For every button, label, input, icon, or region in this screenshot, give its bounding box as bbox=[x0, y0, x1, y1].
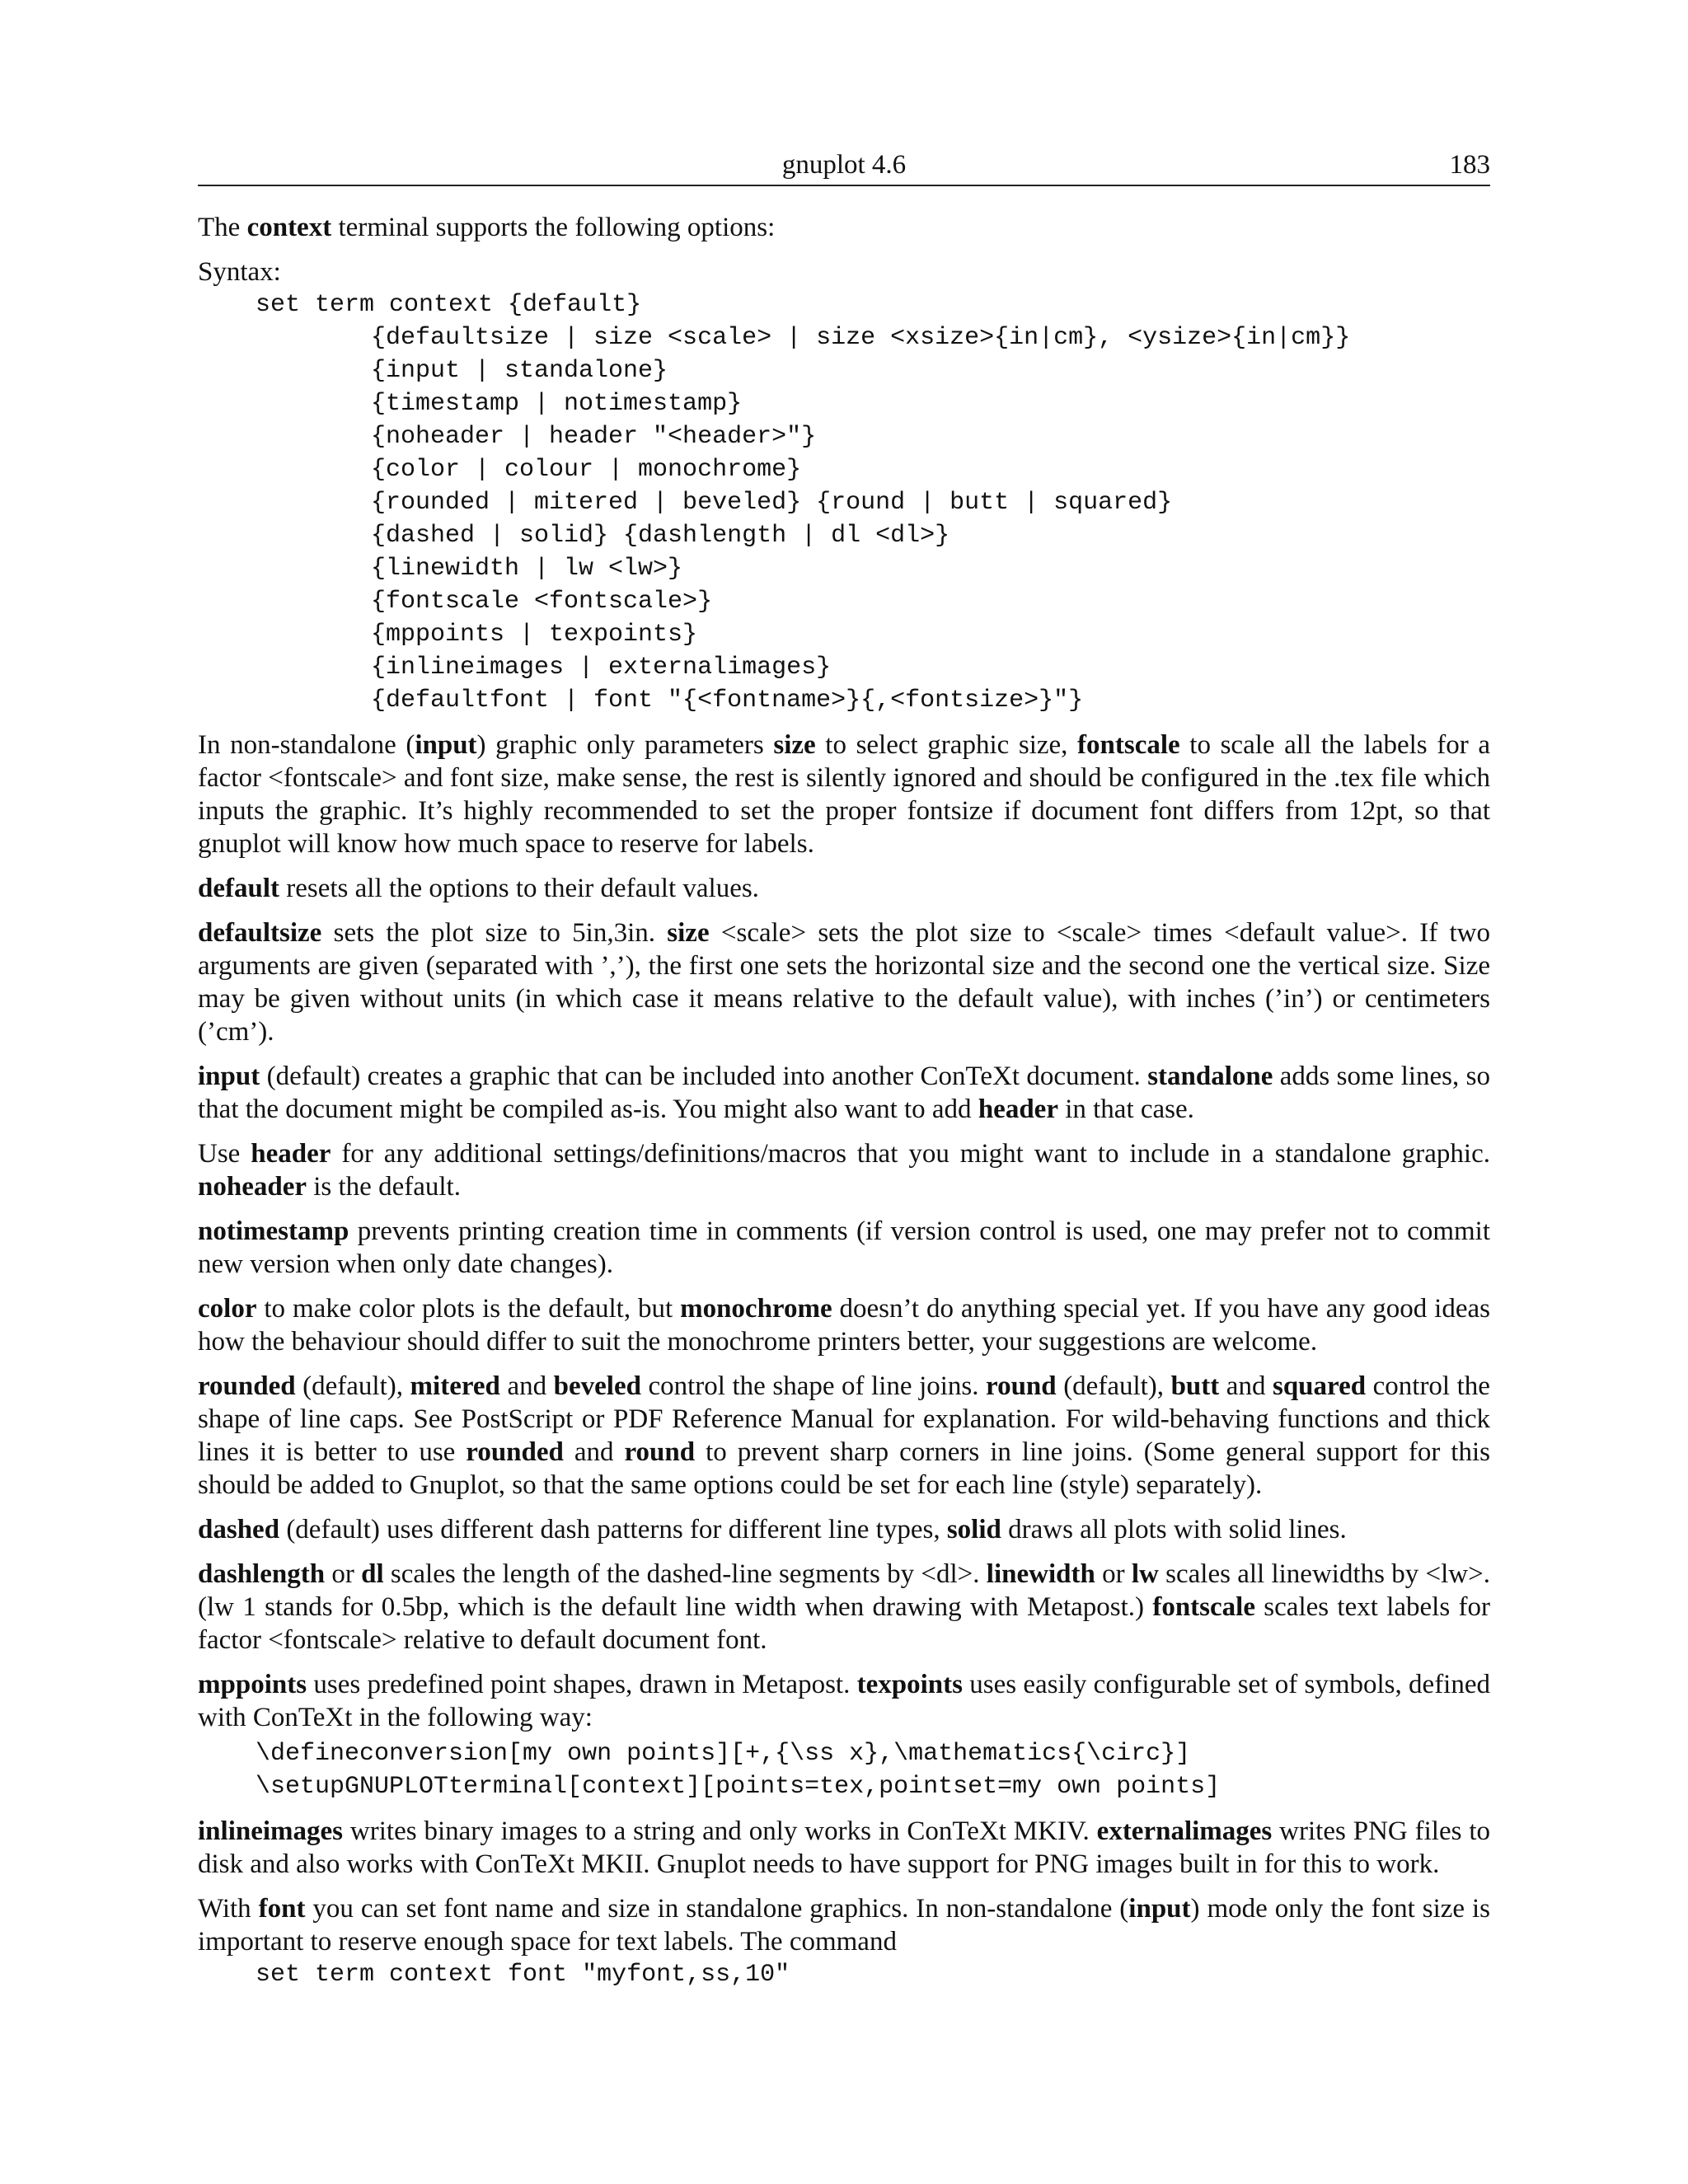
syntax-line: set term context {default} bbox=[256, 291, 642, 319]
syntax-line: {noheader | header "<header>"} bbox=[371, 423, 817, 451]
syntax-line: {color | colour | monochrome} bbox=[371, 456, 802, 484]
page-header bbox=[198, 148, 1490, 186]
body-paragraph: rounded (default), mitered and beveled control the shape of line joins. round (default), butt and squared control the shape of line caps. See PostScript or PDF Reference Manual for explanation. For wild-behaving functions and thick lines it is better to use rounded and round to prevent sharp corners in line joins. (Some general support for this should be added to Gnuplot, so that the same options could be set for each line (style) separately). bbox=[198, 1371, 1490, 1500]
body-paragraph: notimestamp prevents printing creation time in comments (if version control is used, one may prefer not to commit new version when only date changes). bbox=[198, 1216, 1490, 1279]
body-paragraph: input (default) creates a graphic that can be included into another ConTeXt document. standalone adds some lines, so that the document might be compiled as-is. You might also want to add header in that case. bbox=[198, 1062, 1490, 1124]
document-page bbox=[198, 148, 1490, 1991]
page-number: 183 bbox=[1449, 150, 1490, 180]
body-paragraph: With font you can set font name and size in standalone graphics. In non-standalone (input) mode only the font size is important to reserve enough space for text labels. The command bbox=[198, 1894, 1490, 1957]
points-code-block bbox=[198, 1737, 1490, 1803]
syntax-label: Syntax: bbox=[198, 257, 281, 287]
body-paragraph: dashed (default) uses different dash patterns for different line types, solid draws all plots with solid lines. bbox=[198, 1515, 1347, 1544]
body-paragraph: color to make color plots is the default, but monochrome doesn’t do anything special yet. If you have any good ideas how the behaviour should differ to suit the monochrome printers better, your suggestions are welcome. bbox=[198, 1294, 1490, 1357]
font-command-code: set term context font "myfont,ss,10" bbox=[256, 1961, 790, 1989]
syntax-code-block bbox=[198, 288, 1490, 717]
syntax-line: {inlineimages | externalimages} bbox=[371, 654, 832, 682]
syntax-line: {linewidth | lw <lw>} bbox=[371, 555, 683, 583]
option-descriptions-continued bbox=[198, 1815, 1490, 1958]
syntax-line: {dashed | solid} {dashlength | dl <dl>} bbox=[371, 522, 950, 550]
body-paragraph: Use header for any additional settings/definitions/macros that you might want to include in a standalone graphic. noheader is the default. bbox=[198, 1139, 1490, 1202]
body-paragraph: dashlength or dl scales the length of the dashed-line segments by <dl>. linewidth or lw scales all linewidths by <lw>. (lw 1 stands for 0.5bp, which is the default line width when drawing with Metapost.) fontscale scales text labels for factor <fontscale> relative to default document font. bbox=[198, 1559, 1490, 1655]
syntax-line: {rounded | mitered | beveled} {round | butt | squared} bbox=[371, 489, 1173, 517]
syntax-line: {fontscale <fontscale>} bbox=[371, 588, 713, 616]
option-descriptions bbox=[198, 729, 1490, 1734]
body-paragraph: inlineimages writes binary images to a string and only works in ConTeXt MKIV. externalimages writes PNG files to disk and also works with ConTeXt MKII. Gnuplot needs to have support for PNG images built in for this to work. bbox=[198, 1816, 1490, 1879]
syntax-line: {timestamp | notimestamp} bbox=[371, 390, 743, 418]
intro-paragraph: The context terminal supports the following options: bbox=[198, 213, 776, 242]
body-paragraph: In non-standalone (input) graphic only parameters size to select graphic size, fontscale to scale all the labels for a factor <fontscale> and font size, make sense, the rest is silently ignored and should be configured in the .tex file which inputs the graphic. It’s highly recommended to set the proper fontsize if document font differs from 12pt, so that gnuplot will know how much space to reserve for labels. bbox=[198, 730, 1491, 859]
points-code-line: \setupGNUPLOTterminal[context][points=tex,pointset=my own points] bbox=[256, 1773, 1221, 1801]
body-paragraph: mppoints uses predefined point shapes, drawn in Metapost. texpoints uses easily configurable set of symbols, defined with ConTeXt in the following way: bbox=[198, 1670, 1491, 1732]
body-paragraph: default resets all the options to their default values. bbox=[198, 874, 759, 903]
points-code-line: \defineconversion[my own points][+,{\ss x},\mathematics{\circ}] bbox=[256, 1740, 1191, 1768]
syntax-line: {input | standalone} bbox=[371, 357, 668, 385]
syntax-line: {mppoints | texpoints} bbox=[371, 621, 698, 649]
syntax-line: {defaultsize | size <scale> | size <xsize>{in|cm}, <ysize>{in|cm}} bbox=[371, 324, 1351, 352]
body-paragraph: defaultsize sets the plot size to 5in,3in. size <scale> sets the plot size to <scale> times <default value>. If two arguments are given (separated with ’,’), the first one sets the horizontal size and the second one the vertical size. Size may be given without units (in which case it means relative to the default value), with inches (’in’) or centimeters (’cm’). bbox=[198, 918, 1491, 1047]
syntax-line: {defaultfont | font "{<fontname>}{,<fontsize>}"} bbox=[371, 687, 1084, 715]
running-title: gnuplot 4.6 bbox=[781, 150, 907, 180]
